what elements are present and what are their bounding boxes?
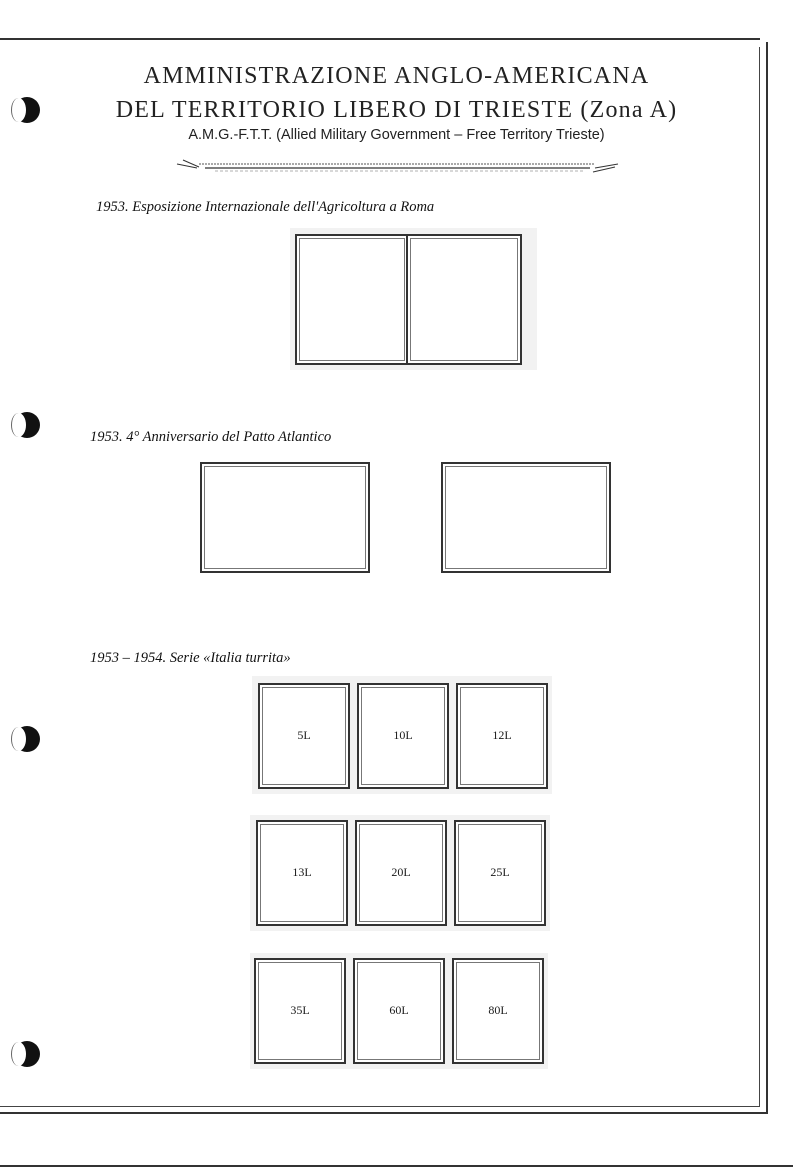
stamp-mount bbox=[441, 462, 611, 573]
stamp-mount bbox=[357, 683, 449, 789]
stamp-mount bbox=[454, 820, 546, 926]
stamp-mount bbox=[353, 958, 445, 1064]
binder-hole-icon bbox=[14, 726, 40, 752]
binder-hole-icon bbox=[14, 1041, 40, 1067]
section-title-patto-atlantico: 1953. 4° Anniversario del Patto Atlantico bbox=[90, 429, 332, 445]
stamp-mount bbox=[355, 820, 447, 926]
stamp-mount bbox=[200, 462, 370, 573]
stamp-value-label: 12L bbox=[492, 728, 512, 742]
stamp-value-label: 13L bbox=[292, 865, 312, 879]
stamp-mount bbox=[295, 234, 409, 365]
binder-hole-icon bbox=[14, 412, 40, 438]
stamp-value-label: 20L bbox=[391, 865, 411, 879]
stamp-value-label: 25L bbox=[490, 865, 510, 879]
stamp-mount bbox=[254, 958, 346, 1064]
stamp-mount bbox=[456, 683, 548, 789]
page-title-line1: AMMINISTRAZIONE ANGLO-AMERICANA bbox=[143, 63, 650, 89]
page-subtitle: A.M.G.-F.T.T. (Allied Military Government – Free Territory Trieste) bbox=[188, 127, 605, 143]
stamp-mount bbox=[406, 234, 522, 365]
section-title-agricoltura: 1953. Esposizione Internazionale dell'Agricoltura a Roma bbox=[96, 199, 435, 215]
stamp-mount bbox=[258, 683, 350, 789]
page-top-rule bbox=[0, 38, 760, 40]
stamp-mount bbox=[256, 820, 348, 926]
section-title-italia-turrita: 1953 – 1954. Serie «Italia turrita» bbox=[90, 650, 291, 666]
stamp-value-label: 80L bbox=[488, 1003, 508, 1017]
stamp-value-label: 10L bbox=[393, 728, 413, 742]
stamp-value-label: 60L bbox=[389, 1003, 409, 1017]
stamp-value-label: 5L bbox=[297, 728, 311, 742]
stamp-mount bbox=[452, 958, 544, 1064]
page-bottom-rule bbox=[0, 1165, 793, 1167]
page-title-line2: DEL TERRITORIO LIBERO DI TRIESTE (Zona A) bbox=[115, 97, 678, 123]
decorative-divider-icon bbox=[175, 158, 620, 176]
stamp-value-label: 35L bbox=[290, 1003, 310, 1017]
